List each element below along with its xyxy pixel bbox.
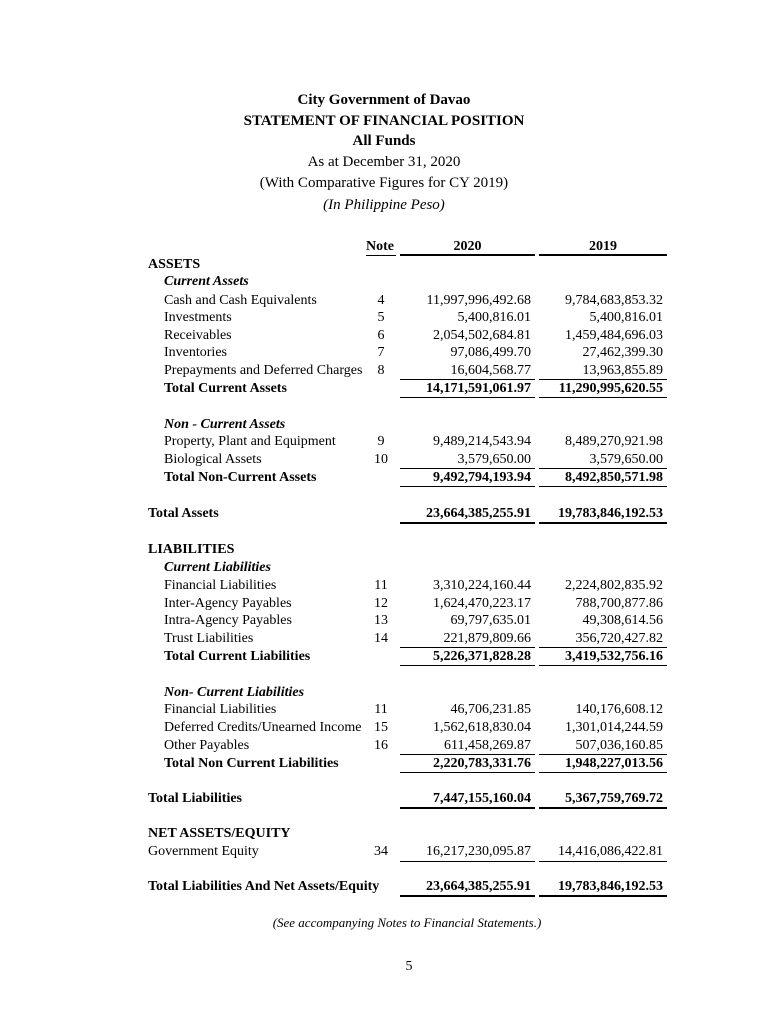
table-row [0, 451, 768, 469]
total-value-2020: 7,447,155,160.04 [433, 791, 531, 806]
row-label: Property, Plant and Equipment [164, 434, 336, 449]
total-value-2020: 14,171,591,061.97 [426, 381, 531, 396]
subsection-heading [0, 559, 768, 577]
table-row [0, 309, 768, 327]
double-underline-2019 [539, 522, 667, 524]
row-value-2019: 49,308,614.56 [582, 613, 663, 628]
row-value-2019: 2,224,802,835.92 [565, 578, 663, 593]
total-underline-2019 [539, 772, 667, 773]
row-value-2019: 13,963,855.89 [582, 363, 663, 378]
row-note: 11 [374, 578, 388, 593]
row-label: Trust Liabilities [164, 631, 254, 646]
double-underline-2020 [400, 522, 535, 524]
equity-underline-2019 [539, 861, 667, 862]
row-value-2020: 611,458,269.87 [444, 738, 531, 753]
statement-title: STATEMENT OF FINANCIAL POSITION [243, 113, 525, 129]
col-2019-header: 2019 [589, 239, 617, 254]
total-row [0, 505, 768, 523]
row-note: 6 [377, 328, 385, 343]
table-row [0, 701, 768, 719]
total-label: Total Non Current Liabilities [164, 756, 339, 771]
row-value-2019: 8,489,270,921.98 [565, 434, 663, 449]
total-assets-label: Total Assets [148, 506, 219, 521]
row-label: Financial Liabilities [164, 702, 277, 717]
assets-heading: ASSETS [148, 257, 201, 272]
equity-underline-2020 [400, 861, 535, 862]
total-underline-2019 [539, 397, 667, 398]
subsection-heading [0, 684, 768, 702]
row-value-2020: 1,624,470,223.17 [433, 596, 531, 611]
total-row [0, 380, 768, 398]
total-row [0, 755, 768, 773]
total-value-2019: 5,367,759,769.72 [565, 791, 663, 806]
row-label: Inter-Agency Payables [164, 596, 292, 611]
total-value-2020: 23,664,385,255.91 [426, 506, 531, 521]
grand-total-2019: 19,783,846,192.53 [558, 879, 663, 894]
row-value-2020: 16,604,568.77 [450, 363, 531, 378]
total-value-2020: 5,226,371,828.28 [433, 649, 531, 664]
comparative-note: (With Comparative Figures for CY 2019) [259, 175, 509, 191]
row-value-2020: 11,997,996,492.68 [426, 293, 531, 308]
table-row [0, 719, 768, 737]
row-value-2020: 16,217,230,095.87 [426, 844, 531, 859]
row-note: 8 [377, 363, 385, 378]
row-label: Government Equity [148, 844, 259, 859]
funds-label: All Funds [352, 133, 416, 149]
table-row [0, 327, 768, 345]
table-row [0, 612, 768, 630]
row-note: 15 [374, 720, 388, 735]
row-value-2019: 5,400,816.01 [589, 310, 663, 325]
row-note: 12 [374, 596, 388, 611]
table-row [0, 362, 768, 380]
current-liabilities-heading: Current Liabilities [164, 560, 271, 575]
noncurrent-assets-heading: Non - Current Assets [164, 417, 286, 432]
section-heading [0, 541, 768, 559]
table-row [0, 433, 768, 451]
row-value-2020: 97,086,499.70 [450, 345, 531, 360]
row-label: Biological Assets [164, 452, 262, 467]
row-value-2019: 507,036,160.85 [575, 738, 663, 753]
table-row [0, 577, 768, 595]
row-note: 10 [374, 452, 388, 467]
total-label: Total Current Liabilities [164, 649, 311, 664]
row-label: Inventories [164, 345, 227, 360]
total-value-2020: 9,492,794,193.94 [433, 470, 531, 485]
total-row [0, 648, 768, 666]
row-note: 4 [377, 293, 385, 308]
grand-total-label: Total Liabilities And Net Assets/Equity [148, 879, 380, 894]
row-value-2019: 1,459,484,696.03 [565, 328, 663, 343]
double-underline-2019 [539, 807, 667, 809]
row-label: Financial Liabilities [164, 578, 277, 593]
row-value-2019: 14,416,086,422.81 [558, 844, 663, 859]
footnote: (See accompanying Notes to Financial Statements.) [272, 915, 542, 930]
total-value-2019: 11,290,995,620.55 [558, 381, 663, 396]
row-value-2020: 1,562,618,830.04 [433, 720, 531, 735]
subsection-heading [0, 416, 768, 434]
row-label: Other Payables [164, 738, 250, 753]
total-underline-2020 [400, 665, 535, 666]
row-label: Prepayments and Deferred Charges [164, 363, 363, 378]
row-value-2019: 9,784,683,853.32 [565, 293, 663, 308]
grand-total-2020: 23,664,385,255.91 [426, 879, 531, 894]
double-underline-2019 [539, 895, 667, 897]
row-value-2020: 9,489,214,543.94 [433, 434, 531, 449]
row-label: Receivables [164, 328, 232, 343]
row-note: 7 [377, 345, 385, 360]
double-underline-2020 [400, 807, 535, 809]
row-note: 16 [374, 738, 388, 753]
row-note: 14 [374, 631, 388, 646]
row-value-2019: 27,462,399.30 [582, 345, 663, 360]
total-liabilities-label: Total Liabilities [148, 791, 243, 806]
total-row [0, 469, 768, 487]
row-note: 13 [374, 613, 388, 628]
col-note-header: Note [366, 239, 394, 254]
row-value-2020: 69,797,635.01 [450, 613, 531, 628]
section-heading [0, 256, 768, 274]
col-2020-header: 2020 [453, 239, 482, 254]
total-underline-2019 [539, 665, 667, 666]
table-row [0, 843, 768, 861]
row-value-2019: 788,700,877.86 [575, 596, 663, 611]
as-at-date: As at December 31, 2020 [307, 154, 461, 170]
total-value-2019: 19,783,846,192.53 [558, 506, 663, 521]
row-value-2020: 46,706,231.85 [450, 702, 531, 717]
total-value-2019: 8,492,850,571.98 [565, 470, 663, 485]
noncurrent-liabilities-heading: Non- Current Liabilities [164, 685, 305, 700]
row-label: Intra-Agency Payables [164, 613, 292, 628]
table-row [0, 344, 768, 362]
total-label: Total Current Assets [164, 381, 287, 396]
total-value-2019: 1,948,227,013.56 [565, 756, 663, 771]
total-underline-2020 [400, 486, 535, 487]
double-underline-2020 [400, 895, 535, 897]
row-value-2020: 221,879,809.66 [443, 631, 531, 646]
table-row [0, 292, 768, 310]
row-value-2019: 1,301,014,244.59 [565, 720, 663, 735]
table-row [0, 737, 768, 755]
total-value-2020: 2,220,783,331.76 [433, 756, 531, 771]
table-row [0, 630, 768, 648]
subsection-heading [0, 273, 768, 291]
row-label: Cash and Cash Equivalents [164, 293, 317, 308]
grand-total-row [0, 878, 768, 896]
liabilities-heading: LIABILITIES [148, 542, 235, 557]
page-number: 5 [405, 959, 413, 974]
total-underline-2019 [539, 486, 667, 487]
org-name: City Government of Davao [297, 92, 471, 108]
total-underline-2020 [400, 397, 535, 398]
row-note: 9 [377, 434, 385, 449]
total-row [0, 790, 768, 808]
row-label: Investments [164, 310, 232, 325]
total-underline-2020 [400, 772, 535, 773]
section-heading [0, 825, 768, 843]
total-label: Total Non-Current Assets [164, 470, 317, 485]
row-note: 11 [374, 702, 388, 717]
row-value-2020: 2,054,502,684.81 [433, 328, 531, 343]
row-value-2019: 356,720,427.82 [575, 631, 663, 646]
row-value-2020: 5,400,816.01 [457, 310, 531, 325]
current-assets-heading: Current Assets [164, 274, 249, 289]
row-label: Deferred Credits/Unearned Income [164, 720, 362, 735]
row-note: 5 [377, 310, 385, 325]
row-value-2019: 140,176,608.12 [575, 702, 663, 717]
equity-heading: NET ASSETS/EQUITY [148, 826, 291, 841]
currency-note: (In Philippine Peso) [323, 197, 445, 213]
table-row [0, 595, 768, 613]
row-value-2020: 3,310,224,160.44 [433, 578, 531, 593]
row-note: 34 [374, 844, 388, 859]
total-value-2019: 3,419,532,756.16 [565, 649, 663, 664]
row-value-2020: 3,579,650.00 [457, 452, 531, 467]
row-value-2019: 3,579,650.00 [589, 452, 663, 467]
